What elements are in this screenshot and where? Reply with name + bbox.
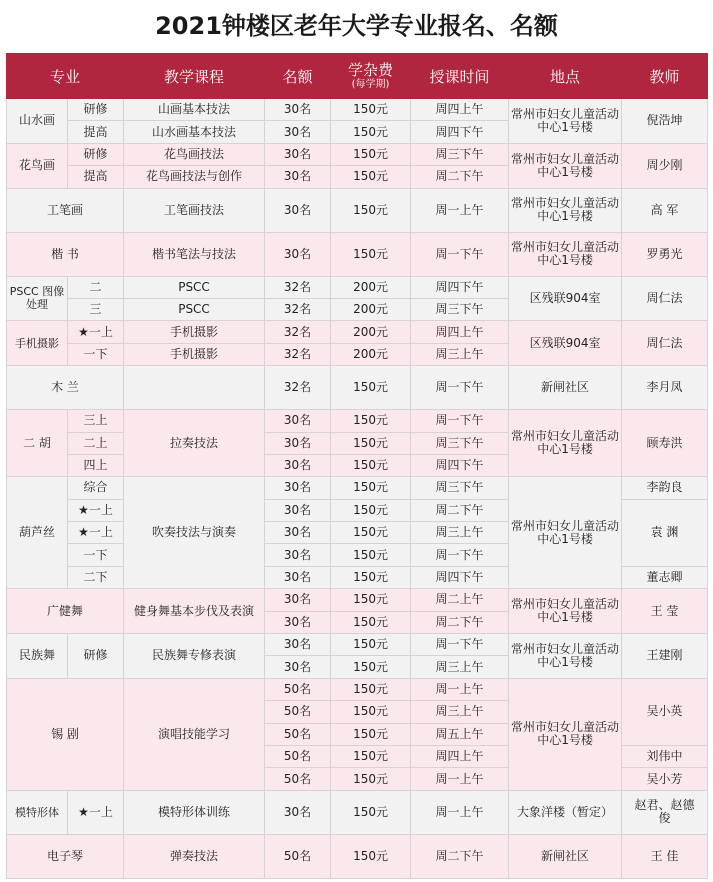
quota-cell: 30名 [265,166,331,188]
table-row [7,276,708,298]
quota-cell: 30名 [265,544,331,566]
time-cell: 周一上午 [411,188,509,232]
place-cell: 大象洋楼（暂定） [509,790,622,834]
time-cell: 周二下午 [411,499,509,521]
time-cell: 周三上午 [411,656,509,678]
time-cell: 周四上午 [411,745,509,767]
fee-cell: 150元 [331,99,411,121]
major-cell: 工笔画 [7,188,124,232]
major-cell: 山水画 [7,99,68,144]
place-cell: 区残联904室 [509,276,622,321]
time-cell: 周四下午 [411,566,509,588]
group-hulusi [7,477,708,589]
level-cell: ★一上 [68,499,124,521]
table-row [7,410,708,432]
fee-cell: 150元 [331,477,411,499]
time-cell: 周三下午 [411,298,509,320]
major-cell: 花鸟画 [7,143,68,188]
fee-cell: 150元 [331,499,411,521]
time-cell: 周三上午 [411,701,509,723]
course-cell: 演唱技能学习 [124,678,265,790]
level-cell: 二 [68,276,124,298]
table-row [7,99,708,121]
group-sheying [7,321,708,366]
enrollment-table [6,53,708,879]
quota-cell: 50名 [265,834,331,878]
time-cell: 周三上午 [411,343,509,365]
table-row [7,678,708,700]
fee-cell: 150元 [331,544,411,566]
quota-cell: 32名 [265,298,331,320]
time-cell: 周二上午 [411,589,509,611]
fee-cell: 150元 [331,701,411,723]
fee-cell: 150元 [331,678,411,700]
group-huaniao [7,143,708,188]
group-mulan [7,366,708,410]
level-cell: 一下 [68,343,124,365]
time-cell: 周三下午 [411,432,509,454]
table-row [7,589,708,611]
quota-cell: 30名 [265,410,331,432]
place-cell: 常州市妇女儿童活动中心1号楼 [509,99,622,144]
place-cell: 常州市妇女儿童活动中心1号楼 [509,477,622,589]
course-cell: 拉奏技法 [124,410,265,477]
teacher-cell: 周仁法 [622,321,708,366]
group-xiju [7,678,708,790]
place-cell: 常州市妇女儿童活动中心1号楼 [509,410,622,477]
group-mote [7,790,708,834]
time-cell: 周一下午 [411,544,509,566]
time-cell: 周二下午 [411,834,509,878]
page-title: 2021钟楼区老年大学专业报名、名额 [155,12,558,40]
quota-cell: 32名 [265,321,331,343]
place-cell: 常州市妇女儿童活动中心1号楼 [509,188,622,232]
teacher-cell: 袁 渊 [622,499,708,566]
quota-cell: 30名 [265,232,331,276]
fee-cell: 150元 [331,745,411,767]
fee-cell: 150元 [331,768,411,790]
quota-cell: 30名 [265,99,331,121]
header-place: 地点 [509,54,622,99]
time-cell: 周五上午 [411,723,509,745]
course-cell: 手机摄影 [124,343,265,365]
level-cell: ★一上 [68,790,124,834]
teacher-cell: 王建刚 [622,634,708,679]
teacher-cell: 顾寿洪 [622,410,708,477]
teacher-cell: 吴小英 [622,678,708,745]
place-cell: 常州市妇女儿童活动中心1号楼 [509,232,622,276]
course-cell: 花鸟画技法 [124,143,265,165]
fee-cell: 200元 [331,321,411,343]
level-cell: ★一上 [68,522,124,544]
major-cell: 广健舞 [7,589,124,634]
course-cell: 楷书笔法与技法 [124,232,265,276]
quota-cell: 32名 [265,276,331,298]
quota-cell: 30名 [265,634,331,656]
fee-cell: 150元 [331,790,411,834]
header-fee [331,54,411,99]
quota-cell: 30名 [265,477,331,499]
fee-cell: 150元 [331,232,411,276]
fee-cell: 150元 [331,454,411,476]
quota-cell: 30名 [265,121,331,143]
header-row [7,54,708,99]
fee-cell: 200元 [331,298,411,320]
fee-cell: 150元 [331,611,411,633]
quota-cell: 50名 [265,768,331,790]
teacher-cell: 赵君、赵德俊 [622,790,708,834]
major-cell: 民族舞 [7,634,68,679]
major-cell: 葫芦丝 [7,477,68,589]
quota-cell: 30名 [265,522,331,544]
course-cell: 工笔画技法 [124,188,265,232]
quota-cell: 30名 [265,589,331,611]
group-kaishu [7,232,708,276]
table-row [7,366,708,410]
time-cell: 周三下午 [411,143,509,165]
group-shanshui [7,99,708,144]
course-cell: 模特形体训练 [124,790,265,834]
quota-cell: 50名 [265,745,331,767]
quota-cell: 50名 [265,701,331,723]
major-cell: 手机摄影 [7,321,68,366]
course-cell: 手机摄影 [124,321,265,343]
course-cell: 花鸟画技法与创作 [124,166,265,188]
quota-cell: 50名 [265,723,331,745]
major-cell: 二 胡 [7,410,68,477]
fee-cell: 150元 [331,410,411,432]
place-cell: 区残联904室 [509,321,622,366]
teacher-cell: 周仁法 [622,276,708,321]
level-cell: 二下 [68,566,124,588]
level-cell: 研修 [68,634,124,679]
quota-cell: 30名 [265,188,331,232]
course-cell: PSCC [124,276,265,298]
course-cell [124,366,265,410]
fee-cell: 150元 [331,143,411,165]
quota-cell: 30名 [265,454,331,476]
teacher-cell: 周少刚 [622,143,708,188]
fee-cell: 150元 [331,589,411,611]
time-cell: 周三下午 [411,477,509,499]
group-dianziqin [7,834,708,878]
time-cell: 周二下午 [411,611,509,633]
time-cell: 周一上午 [411,790,509,834]
header-time: 授课时间 [411,54,509,99]
teacher-cell: 刘伟中 [622,745,708,767]
fee-cell: 150元 [331,656,411,678]
level-cell: 研修 [68,99,124,121]
time-cell: 周四上午 [411,321,509,343]
teacher-cell: 罗勇光 [622,232,708,276]
level-cell: 三 [68,298,124,320]
fee-cell: 150元 [331,723,411,745]
level-cell: 提高 [68,121,124,143]
table-row [7,477,708,499]
time-cell: 周一下午 [411,366,509,410]
table-row [7,321,708,343]
time-cell: 周三上午 [411,522,509,544]
fee-cell: 150元 [331,566,411,588]
teacher-cell: 李韵良 [622,477,708,499]
level-cell: 三上 [68,410,124,432]
fee-cell: 150元 [331,834,411,878]
header-course: 教学课程 [124,54,265,99]
quota-cell: 30名 [265,499,331,521]
time-cell: 周一下午 [411,634,509,656]
level-cell: ★一上 [68,321,124,343]
table-row [7,634,708,656]
fee-cell: 150元 [331,522,411,544]
quota-cell: 30名 [265,656,331,678]
header-quota: 名额 [265,54,331,99]
group-gongbi [7,188,708,232]
fee-cell: 150元 [331,188,411,232]
time-cell: 周一上午 [411,678,509,700]
fee-cell: 150元 [331,366,411,410]
time-cell: 周四上午 [411,99,509,121]
place-cell: 新闸社区 [509,834,622,878]
header-teacher: 教师 [622,54,708,99]
quota-cell: 32名 [265,343,331,365]
time-cell: 周一下午 [411,410,509,432]
major-cell: 木 兰 [7,366,124,410]
time-cell: 周一上午 [411,768,509,790]
time-cell: 周二下午 [411,166,509,188]
teacher-cell: 王 佳 [622,834,708,878]
level-cell: 提高 [68,166,124,188]
group-erhu [7,410,708,477]
quota-cell: 32名 [265,366,331,410]
teacher-cell: 李月凤 [622,366,708,410]
teacher-cell: 董志卿 [622,566,708,588]
table-row [7,143,708,165]
group-pscc [7,276,708,321]
time-cell: 周四下午 [411,121,509,143]
fee-cell: 150元 [331,121,411,143]
table-row [7,790,708,834]
course-cell: 吹奏技法与演奏 [124,477,265,589]
time-cell: 周四下午 [411,276,509,298]
place-cell: 新闸社区 [509,366,622,410]
time-cell: 周四下午 [411,454,509,476]
header-fee-sub: (每学期) [351,79,390,90]
major-cell: 模特形体 [7,790,68,834]
course-cell: 弹奏技法 [124,834,265,878]
time-cell: 周一下午 [411,232,509,276]
group-guangjian [7,589,708,634]
major-cell: 锡 剧 [7,678,124,790]
place-cell: 常州市妇女儿童活动中心1号楼 [509,678,622,790]
level-cell: 综合 [68,477,124,499]
quota-cell: 30名 [265,790,331,834]
teacher-cell: 高 军 [622,188,708,232]
course-cell: 山水画基本技法 [124,121,265,143]
header-fee-label: 学杂费 [348,61,394,79]
level-cell: 一下 [68,544,124,566]
place-cell: 常州市妇女儿童活动中心1号楼 [509,143,622,188]
teacher-cell: 吴小芳 [622,768,708,790]
quota-cell: 30名 [265,143,331,165]
group-minzu [7,634,708,679]
table-row [7,188,708,232]
quota-cell: 30名 [265,611,331,633]
table-row [7,232,708,276]
quota-cell: 50名 [265,678,331,700]
header-major: 专业 [7,54,124,99]
teacher-cell: 王 莹 [622,589,708,634]
major-cell: 楷 书 [7,232,124,276]
major-cell: 电子琴 [7,834,124,878]
course-cell: PSCC [124,298,265,320]
teacher-cell: 倪浩坤 [622,99,708,144]
fee-cell: 200元 [331,343,411,365]
quota-cell: 30名 [265,432,331,454]
table-row [7,834,708,878]
level-cell: 四上 [68,454,124,476]
fee-cell: 200元 [331,276,411,298]
fee-cell: 150元 [331,634,411,656]
level-cell: 研修 [68,143,124,165]
course-cell: 山画基本技法 [124,99,265,121]
place-cell: 常州市妇女儿童活动中心1号楼 [509,634,622,679]
course-cell: 民族舞专修表演 [124,634,265,679]
course-cell: 健身舞基本步伐及表演 [124,589,265,634]
major-cell: PSCC 图像处理 [7,276,68,321]
quota-cell: 30名 [265,566,331,588]
level-cell: 二上 [68,432,124,454]
place-cell: 常州市妇女儿童活动中心1号楼 [509,589,622,634]
fee-cell: 150元 [331,166,411,188]
fee-cell: 150元 [331,432,411,454]
